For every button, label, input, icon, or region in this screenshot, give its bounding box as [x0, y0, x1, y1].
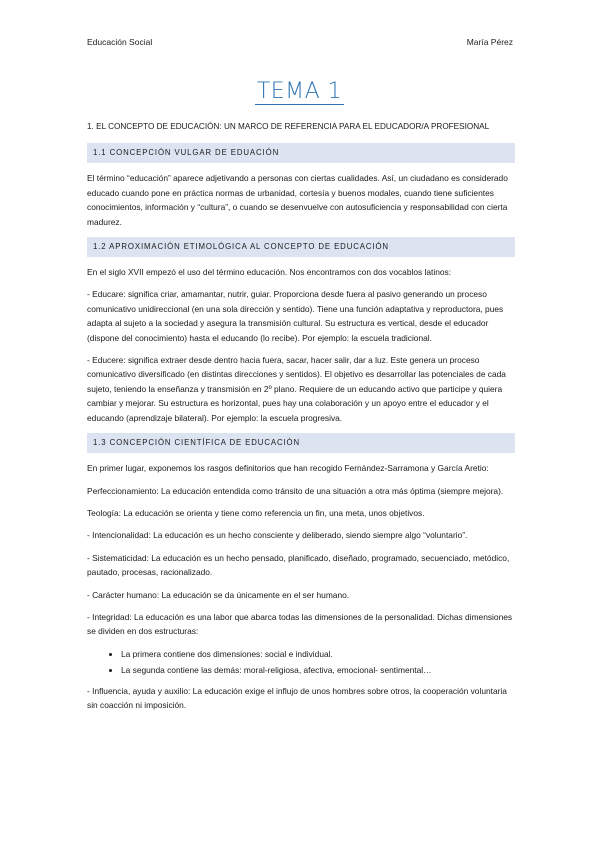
paragraph: - Sistematicidad: La educación es un hecho pensado, planificado, diseñado, programado, secuenciado, metódico, pautado, procesas, racionalizado.	[87, 552, 510, 578]
paragraph: El término “educación” aparece adjetivando a personas con ciertas cualidades. Así, un ciudadano es considerado educado cuando pone en práctica normas de urbanidad, cortesía y buenos modales, cuando tiene suficientes conocimientos, información y “cultura”, o cuando se desenvuelve con autosuficiencia y responsabilidad con cierta madurez.	[87, 173, 508, 227]
header-author: María Pérez	[466, 37, 513, 47]
paragraph: En primer lugar, exponemos los rasgos definitorios que han recogido Fernández-Sarramona y García Aretio:	[87, 463, 489, 474]
paragraph: - Intencionalidad: La educación es un hecho consciente y deliberado, siendo siempre algo “voluntario”.	[87, 530, 468, 541]
document-body	[87, 120, 515, 720]
bullet-list	[87, 647, 515, 678]
paragraph: Perfeccionamiento: La educación entendida como tránsito de una situación a otra más óptima (siempre mejora).	[87, 485, 504, 496]
page-title-text: TEMA 1	[256, 79, 343, 104]
list-item: • La segunda contiene las demás: moral-religiosa, afectiva, emocional- sentimental…	[121, 663, 515, 677]
heading-1-2: 1.2 APROXIMACIÓN ETIMOLÓGICA AL CONCEPTO DE EDUCACIÓN	[87, 237, 515, 257]
paragraph: - Educare: significa criar, amamantar, nutrir, guiar. Proporciona desde fuera al pasivo generando un proceso comunicativo unidireccional (en una sola dirección y sentido). Tiene una función adaptativa y reproductora, pues adapta al sujeto a la sociedad y asegura la transmisión cultural. Su estructura es vertical, desde el educador (dispone del conocimiento) hasta el educando (lo recibe). Por ejemplo: la escuela tradicional.	[87, 289, 504, 343]
paragraph: - Integridad: La educación es una labor que abarca todas las dimensiones de la personalidad. Dichas dimensiones se dividen en dos estructuras:	[87, 611, 513, 637]
list-item: • La primera contiene dos dimensiones: social e individual.	[121, 647, 515, 661]
paragraph: - Influencia, ayuda y auxilio: La educación exige el influjo de unos hombres sobre otros, la cooperación voluntaria sin coacción ni imposición.	[87, 685, 507, 710]
page-title	[0, 78, 599, 104]
paragraph: - Carácter humano: La educación se da únicamente en el ser humano.	[87, 589, 350, 600]
paragraph: Teología: La educación se orienta y tiene como referencia un fin, una meta, unos objetivos.	[87, 507, 425, 518]
heading-1-1: 1.1 CONCEPCIÓN VULGAR DE EDUACIÓN	[87, 143, 515, 163]
section-title: 1. EL CONCEPTO DE EDUCACIÓN: UN MARCO DE REFERENCIA PARA EL EDUCADOR/A PROFESIONAL	[87, 122, 490, 131]
paragraph: - Educere: significa extraer desde dentro hacia fuera, sacar, hacer salir, dar a luz. Este genera un proceso comunicativo diversificado (en distintas direcciones y sentidos). El objetivo es desarrollar las potenciales de cada sujeto, teniendo la enseñanza y transmisión en 2º plano. Requiere de un educando activo que participe y quiera cambiar y mejorar. Su estructura es horizontal, pues hay una colaboración y un apoyo entre el educador y el educando (aprendizaje bilateral). Por ejemplo: la escuela progresiva.	[87, 355, 506, 423]
heading-1-3: 1.3 CONCEPCIÓN CIENTÍFICA DE EDUCACIÓN	[87, 433, 515, 453]
paragraph: En el siglo XVII empezó el uso del término educación. Nos encontramos con dos vocablos latinos:	[87, 267, 452, 278]
header-course: Educación Social	[87, 37, 153, 47]
